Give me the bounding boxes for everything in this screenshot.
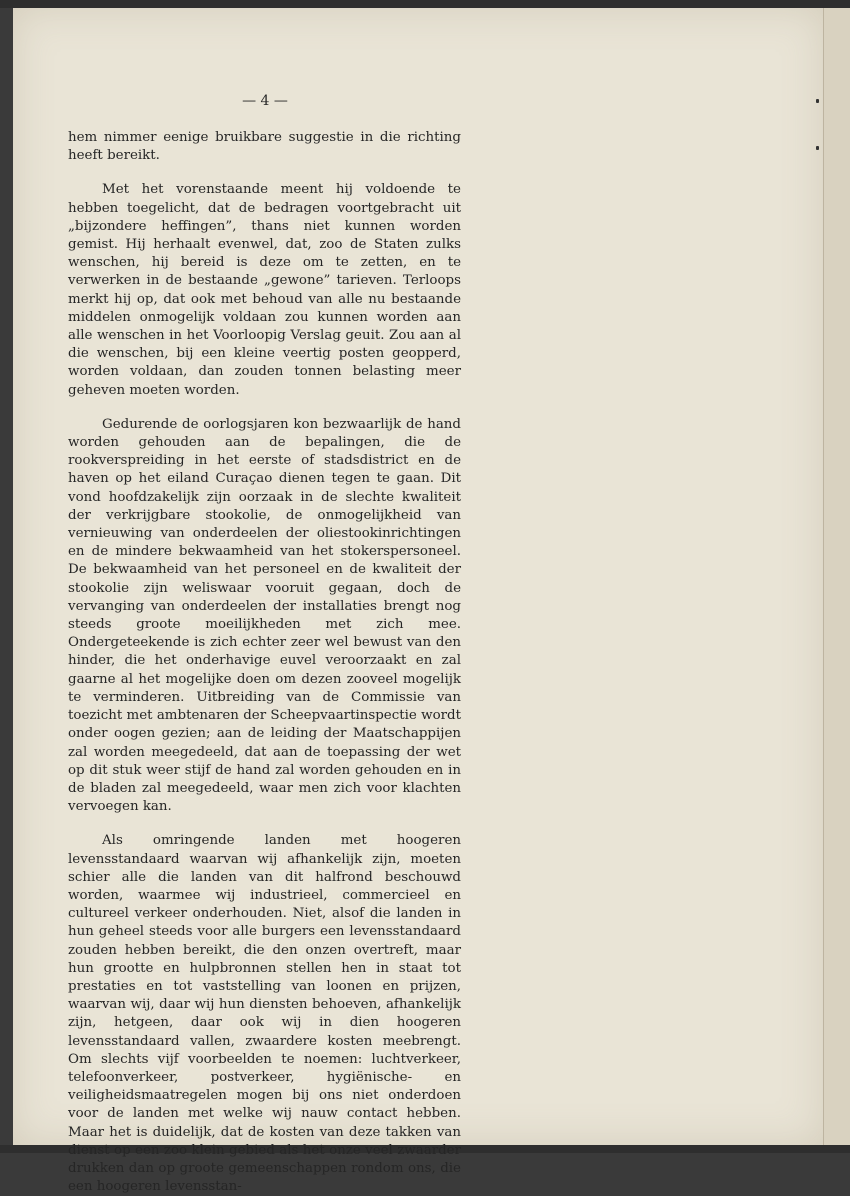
- paragraph: Met het vorenstaande meent hij voldoende te hebben toegelicht, dat de bedragen voortgebracht uit „bijzondere heffingen”, thans niet kunnen worden gemist. Hij herhaalt evenwel, dat, zoo de Staten zulks wenschen, hij bereid is deze om te zetten, en te verwerken in de bestaande „gewone” tarieven. Terloops merkt hij op, dat ook met behoud van alle nu bestaande middelen onmogelijk voldaan zou kunnen worden aan alle wenschen in het Voorloopig Verslag geuit. Zou aan al die wenschen, bij een kleine veertig posten geopperd, worden voldaan, dan zouden tonnen belasting meer geheven moeten worden.: [68, 182, 461, 398]
- paragraph: Gedurende de oorlogsjaren kon bezwaarlijk de hand worden gehouden aan de bepalingen, die de rookverspreiding in het eerste of stadsdistrict en de haven op het eiland Curaçao dienen tegen te gaan. Dit vond hoofdzakelijk zijn oorzaak in de slechte kwaliteit der verkrijgbare stookolie, de onmogelijkheid van vernieuwing van onderdeelen der oliestookinrichtingen en de mindere bekwaamheid van het stokerspersoneel. De bekwaamheid van het personeel en de kwaliteit der stookolie zijn weliswaar vooruit gegaan, doch de vervanging van onderdeelen der installaties brengt nog steeds groote moeilijkheden met zich mee. Ondergeteekende is zich echter zeer wel bewust van den hinder, die het onderhavige euvel veroorzaakt en zal gaarne al het mogelijke doen om dezen zooveel mogelijk te verminderen. Uitbreiding van de Commissie van toezicht met ambtenaren der Scheepvaartinspectie wordt onder oogen gezien; aan de leiding der Maatschappijen zal worden meegedeeld, dat aan de toepassing der wet op dit stuk weer stijf de hand zal worden gehouden en in de bladen zal meegedeeld, waar men zich voor klachten vervoegen kan.: [68, 416, 461, 815]
- paragraph: hem nimmer eenige bruikbare suggestie in die richting heeft bereikt.: [68, 130, 461, 164]
- body-text: [68, 129, 461, 1196]
- next-page-edge: [823, 8, 850, 1145]
- page-number: — 4 —: [242, 93, 288, 109]
- paragraph: Als omringende landen met hoogeren levensstandaard waarvan wij afhankelijk zijn, moeten schier alle die landen van dit halfrond beschouwd worden, waarmee wij industrieel, commercieel en cultureel verkeer onderhouden. Niet, alsof die landen in hun geheel steeds voor alle burgers een levensstandaard zouden hebben bereikt, die den onzen overtreft, maar hun grootte en hulpbronnen stellen hen in staat tot prestaties en tot vaststelling van loonen en prijzen, waarvan wij, daar wij hun diensten behoeven, afhankelijk zijn, hetgeen, daar ook wij in dien hoogeren levensstandaard vallen, zwaardere kosten meebrengt. Om slechts vijf voorbeelden te noemen: luchtverkeer, telefoonverkeer, postverkeer, hygiënische- en veiligheidsmaatregelen mogen bij ons niet onderdoen voor de landen met welke wij nauw contact hebben. Maar het is duidelijk, dat de kosten van deze takken van dienst op een zoo klein gebied als het onze veel zwaarder drukken dan op groote gemeenschappen rondom ons, die een hoogeren levensstan-: [68, 833, 461, 1195]
- paper-speck: [816, 99, 819, 103]
- scan-border-top: [0, 0, 850, 8]
- paper-speck: [816, 146, 819, 150]
